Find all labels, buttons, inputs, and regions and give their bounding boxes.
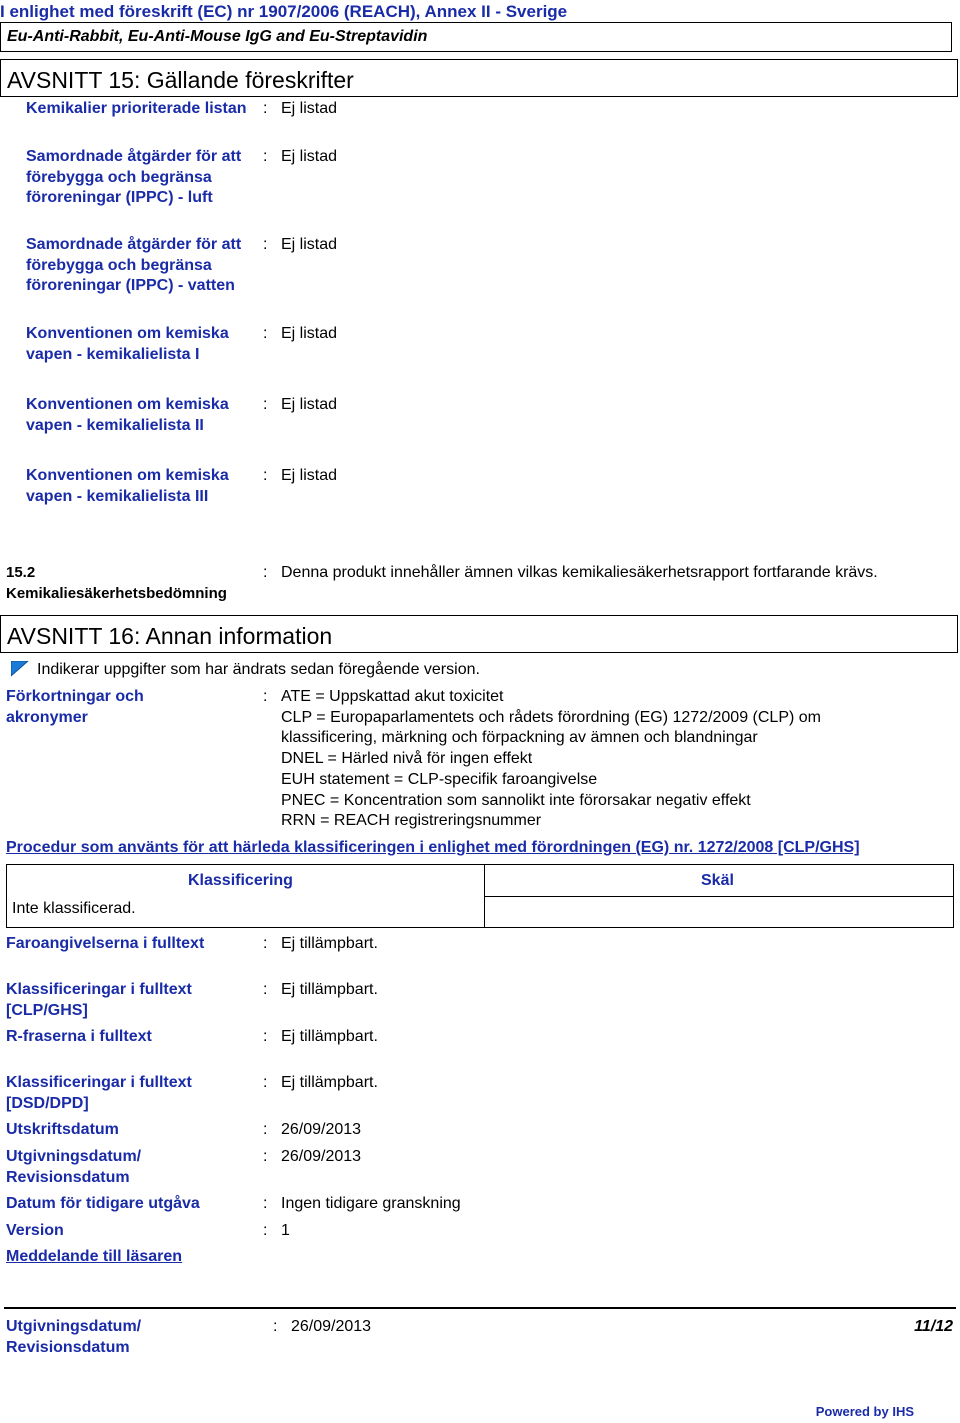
colon: : xyxy=(263,1121,268,1138)
reg-value-cwc-list-3: Ej listad xyxy=(281,467,338,484)
colon: : xyxy=(263,981,268,998)
reg-value-cwc-list-1: Ej listad xyxy=(281,325,338,342)
value-version: 1 xyxy=(281,1222,290,1239)
csa-label: 15.2 Kemikaliesäkerhetsbedömning xyxy=(6,564,227,602)
colon: : xyxy=(263,467,268,484)
abbr-line: DNEL = Härled nivå för ingen effekt xyxy=(281,750,533,768)
abbr-line: PNEC = Koncentration som sannolikt inte förorsakar negativ effekt xyxy=(281,791,751,809)
footer-rule xyxy=(4,1307,956,1309)
col-header-reason: Skäl xyxy=(701,872,734,889)
colon: : xyxy=(263,100,268,117)
section-15-header xyxy=(0,59,958,97)
label-r-phrases: R-fraserna i fulltext xyxy=(6,1028,152,1045)
colon: : xyxy=(263,564,268,581)
value-revision-date: 26/09/2013 xyxy=(281,1148,362,1165)
section-16-title: AVSNITT 16: Annan information xyxy=(7,623,333,649)
reg-label-priority-list: Kemikalier prioriterade listan xyxy=(26,100,247,117)
label-version: Version xyxy=(6,1222,64,1239)
label-classifications-dsd: Klassificeringar i fulltext [DSD/DPD] xyxy=(6,1074,192,1112)
colon: : xyxy=(263,325,268,342)
page-number: 11/12 xyxy=(914,1318,953,1335)
value-previous-date: Ingen tidigare granskning xyxy=(281,1195,461,1212)
value-hazard-statements: Ej tillämpbart. xyxy=(281,935,378,952)
abbr-line: EUH statement = CLP-specifik faroangivelse xyxy=(281,770,598,788)
colon: : xyxy=(263,1028,268,1045)
value-classifications-clp: Ej tillämpbart. xyxy=(281,981,378,998)
changed-flag-icon xyxy=(11,661,29,677)
reg-value-cwc-list-2: Ej listad xyxy=(281,396,338,413)
colon: : xyxy=(263,935,268,952)
classification-table xyxy=(6,864,954,928)
cell-classification: Inte klassificerad. xyxy=(12,900,136,917)
reader-notice-heading: Meddelande till läsaren xyxy=(6,1248,183,1265)
colon: : xyxy=(273,1318,278,1335)
label-revision-date: Utgivningsdatum/ Revisionsdatum xyxy=(6,1148,142,1186)
csa-value: Denna produkt innehåller ämnen vilkas kemikaliesäkerhetsrapport fortfarande krävs. xyxy=(281,564,878,581)
colon: : xyxy=(263,1148,268,1165)
table-divider xyxy=(485,896,953,897)
section-16-header xyxy=(0,615,958,653)
section-15-title: AVSNITT 15: Gällande föreskrifter xyxy=(7,67,354,93)
colon: : xyxy=(263,148,268,165)
changed-note: Indikerar uppgifter som har ändrats sedan föregående version. xyxy=(37,661,480,678)
colon: : xyxy=(263,1074,268,1091)
abbr-line: RRN = REACH registreringsnummer xyxy=(281,812,542,830)
document-header: I enlighet med föreskrift (EC) nr 1907/2006 (REACH), Annex II - Sverige xyxy=(0,2,568,21)
reg-label-ippc-air: Samordnade åtgärder för att förebygga och begränsa föroreningar (IPPC) - luft xyxy=(26,148,242,207)
footer-label: Utgivningsdatum/ Revisionsdatum xyxy=(6,1318,142,1356)
col-header-classification: Klassificering xyxy=(188,872,293,889)
colon: : xyxy=(263,1195,268,1212)
label-previous-date: Datum för tidigare utgåva xyxy=(6,1195,200,1212)
reg-label-cwc-list-1: Konventionen om kemiska vapen - kemikalielista I xyxy=(26,325,229,363)
abbr-line: ATE = Uppskattad akut toxicitet xyxy=(281,688,504,705)
abbr-label: Förkortningar och akronymer xyxy=(6,688,144,726)
abbr-line: CLP = Europaparlamentets och rådets förordning (EG) 1272/2009 (CLP) om xyxy=(281,708,821,726)
reg-value-ippc-air: Ej listad xyxy=(281,148,338,165)
value-classifications-dsd: Ej tillämpbart. xyxy=(281,1074,378,1091)
powered-by-link[interactable]: Powered by IHS xyxy=(815,1404,914,1419)
footer-date: 26/09/2013 xyxy=(291,1318,372,1335)
product-name-box xyxy=(0,22,952,52)
label-hazard-statements: Faroangivelserna i fulltext xyxy=(6,935,205,952)
reg-label-cwc-list-3: Konventionen om kemiska vapen - kemikalielista III xyxy=(26,467,229,505)
label-classifications-clp: Klassificeringar i fulltext [CLP/GHS] xyxy=(6,981,192,1019)
colon: : xyxy=(263,1222,268,1239)
colon: : xyxy=(263,236,268,253)
label-print-date: Utskriftsdatum xyxy=(6,1121,119,1138)
value-r-phrases: Ej tillämpbart. xyxy=(281,1028,378,1045)
colon: : xyxy=(263,396,268,413)
reg-label-ippc-water: Samordnade åtgärder för att förebygga och begränsa föroreningar (IPPC) - vatten xyxy=(26,236,242,295)
reg-label-cwc-list-2: Konventionen om kemiska vapen - kemikalielista II xyxy=(26,396,229,434)
colon: : xyxy=(263,688,268,705)
reg-value-ippc-water: Ej listad xyxy=(281,236,338,253)
product-name: Eu-Anti-Rabbit, Eu-Anti-Mouse IgG and Eu-Streptavidin xyxy=(7,28,428,45)
procedure-heading: Procedur som använts för att härleda klassificeringen i enlighet med förordningen (EG) nr. 1272/2008 [CLP/GHS] xyxy=(6,839,860,856)
reg-value-priority-list: Ej listad xyxy=(281,100,338,117)
abbr-line: klassificering, märkning och förpackning av ämnen och blandningar xyxy=(281,729,758,747)
value-print-date: 26/09/2013 xyxy=(281,1121,362,1138)
